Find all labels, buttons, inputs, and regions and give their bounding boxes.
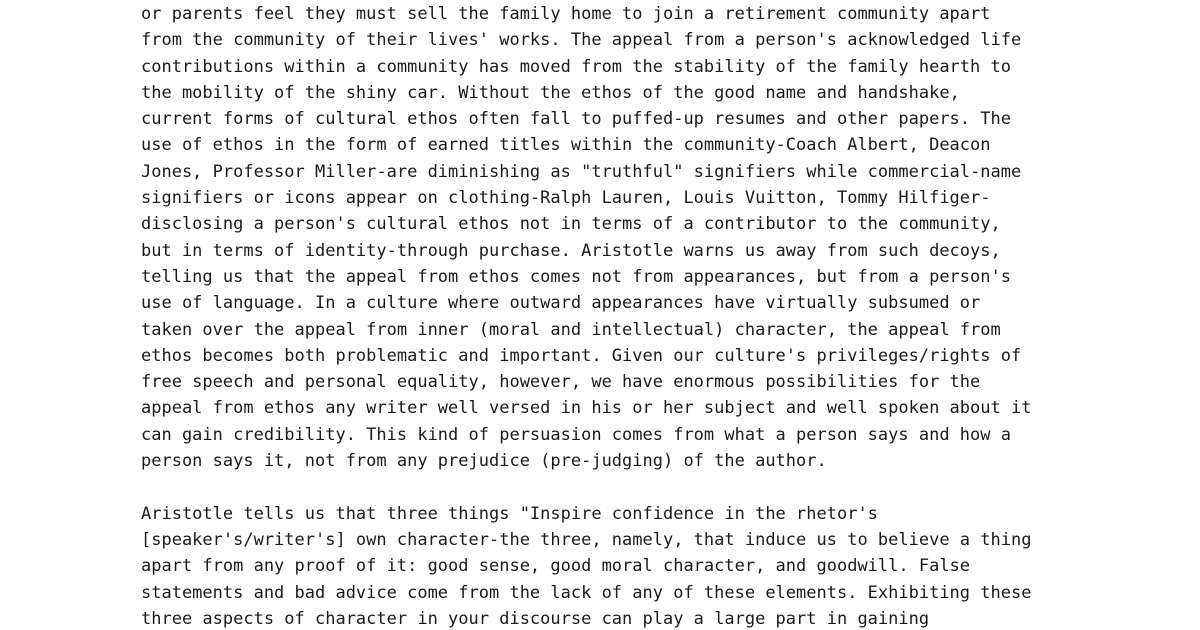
text-line: apart from any proof of it: good sense, good moral character, and goodwill. False: [141, 556, 971, 577]
text-line: contributions within a community has moved from the stability of the family hearth to: [141, 56, 1011, 77]
paragraph-spacer: [141, 474, 1181, 500]
text-line: from the community of their lives' works. The appeal from a person's acknowledged life: [141, 30, 1022, 51]
text-line: appeal from ethos any writer well versed in his or her subject and well spoken about it: [141, 398, 1032, 419]
paragraph-ethos-culture: [141, 1, 1181, 474]
text-line: or parents feel they must sell the family home to join a retirement community apart: [141, 4, 991, 24]
text-line: can gain credibility. This kind of persuasion comes from what a person says and how a: [141, 424, 1011, 445]
text-line: three aspects of character in your discourse can play a large part in gaining: [141, 608, 930, 629]
text-line: Jones, Professor Miller-are diminishing as "truthful" signifiers while commercial-name: [141, 161, 1022, 182]
text-line: the mobility of the shiny car. Without the ethos of the good name and handshake,: [141, 82, 960, 103]
text-line: use of language. In a culture where outward appearances have virtually subsumed or: [141, 293, 981, 314]
document-body: [141, 1, 1181, 630]
text-line: statements and bad advice come from the lack of any of these elements. Exhibiting these: [141, 582, 1032, 603]
text-line: free speech and personal equality, however, we have enormous possibilities for the: [141, 372, 981, 393]
text-line: but in terms of identity-through purchase. Aristotle warns us away from such decoys,: [141, 240, 1001, 261]
text-line: ethos becomes both problematic and important. Given our culture's privileges/rights of: [141, 345, 1022, 366]
text-line: Aristotle tells us that three things "Inspire confidence in the rhetor's: [141, 503, 878, 524]
paragraph-aristotle-three-things: [141, 501, 1181, 630]
text-line: telling us that the appeal from ethos comes not from appearances, but from a person's: [141, 266, 1011, 287]
text-line: current forms of cultural ethos often fall to puffed-up resumes and other papers. The: [141, 109, 1011, 130]
text-line: taken over the appeal from inner (moral and intellectual) character, the appeal from: [141, 319, 1001, 340]
text-line: signifiers or icons appear on clothing-Ralph Lauren, Louis Vuitton, Tommy Hilfiger-: [141, 188, 991, 209]
text-line: [speaker's/writer's] own character-the three, namely, that induce us to believe a thing: [141, 529, 1032, 550]
text-line: person says it, not from any prejudice (pre-judging) of the author.: [141, 451, 827, 472]
text-line: use of ethos in the form of earned titles within the community-Coach Albert, Deacon: [141, 135, 991, 156]
text-line: disclosing a person's cultural ethos not in terms of a contributor to the community,: [141, 214, 1001, 235]
